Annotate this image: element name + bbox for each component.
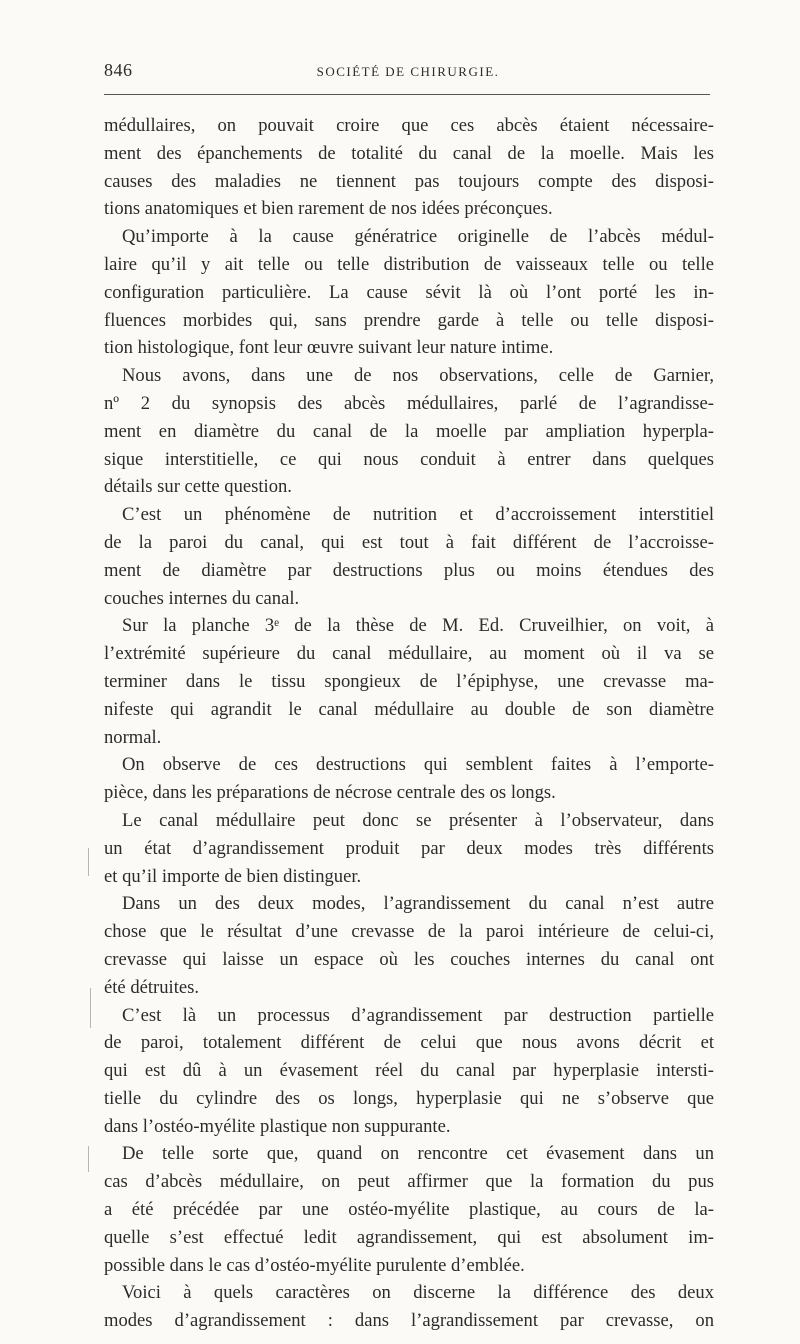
text-line: De telle sorte que, quand on rencontre cet évasement dans un [122,1143,714,1165]
text-line: causes des maladies ne tiennent pas toujours compte des disposi- [104,170,714,192]
text-line: couches internes du canal. [104,587,300,609]
text-line: Le canal médullaire peut donc se présenter à l’observateur, dans [122,809,714,831]
text-line: Nous avons, dans une de nos observations, celle de Garnier, [122,365,714,387]
text-line: On observe de ces destructions qui semblent faites à l’emporte- [122,754,714,776]
margin-mark [88,1146,89,1172]
text-line: tions anatomiques et bien rarement de nos idées préconçues. [104,198,553,220]
margin-mark [90,988,91,1028]
text-line: de paroi, totalement différent de celui que nous avons décrit et [104,1032,714,1054]
text-line: qui est dû à un évasement réel du canal par hyperplasie intersti- [104,1060,714,1082]
text-line: sique interstitielle, ce qui nous conduit à entrer dans quelques [104,448,714,470]
body-text [104,112,714,1335]
text-line: configuration particulière. La cause sévit là où l’ont porté les in- [104,281,714,303]
running-title: SOCIÉTÉ DE CHIRURGIE. [316,64,500,79]
text-line: laire qu’il y ait telle ou telle distribution de vaisseaux telle ou telle [104,253,714,275]
text-line: normal. [104,726,162,748]
text-line: tielle du cylindre des os longs, hyperplasie qui ne s’observe que [104,1087,714,1109]
page-number: 846 [104,60,133,80]
text-line: médullaires, on pouvait croire que ces abcès étaient nécessaire- [104,115,714,136]
text-line: C’est là un processus d’agrandissement par destruction partielle [122,1004,714,1026]
text-line: crevasse qui laisse un espace où les couches internes du canal ont [104,948,714,970]
margin-mark [88,848,89,876]
text-line: été détruites. [104,976,199,998]
text-line: un état d’agrandissement produit par deux modes très différents [104,837,714,859]
text-line: dans l’ostéo-myélite plastique non suppurante. [104,1115,451,1137]
text-line: ment de diamètre par destructions plus ou moins étendues des [104,559,714,581]
text-line: détails sur cette question. [104,476,292,498]
text-line: l’extrémité supérieure du canal médullaire, au moment où il va se [104,643,714,665]
text-line: et qu’il importe de bien distinguer. [104,865,362,887]
text-line: Qu’importe à la cause génératrice originelle de l’abcès médul- [122,226,714,248]
text-line: nº 2 du synopsis des abcès médullaires, parlé de l’agrandisse- [104,392,714,414]
text-line: quelle s’est effectué ledit agrandissement, qui est absolument im- [104,1226,714,1248]
page-header [104,60,712,86]
text-line: ment en diamètre du canal de la moelle par ampliation hyperpla- [104,420,714,442]
text-line: Sur la planche 3ᵉ de la thèse de M. Ed. Cruveilhier, on voit, à [122,615,714,637]
text-line: ment des épanchements de totalité du canal de la moelle. Mais les [104,142,714,164]
text-line: terminer dans le tissu spongieux de l’épiphyse, une crevasse ma- [104,670,714,692]
header-rule [104,94,710,95]
text-line: cas d’abcès médullaire, on peut affirmer que la formation du pus [104,1171,714,1193]
text-line: Voici à quels caractères on discerne la différence des deux [122,1282,714,1304]
text-line: chose que le résultat d’une crevasse de la paroi intérieure de celui-ci, [104,921,714,943]
text-line: tion histologique, font leur œuvre suivant leur nature intime. [104,337,554,359]
text-line: modes d’agrandissement : dans l’agrandissement par crevasse, on [104,1310,714,1332]
text-line: possible dans le cas d’ostéo-myélite purulente d’emblée. [104,1254,525,1276]
text-line: Dans un des deux modes, l’agrandissement du canal n’est autre [122,893,714,915]
text-line: pièce, dans les préparations de nécrose centrale des os longs. [104,782,556,804]
text-line: nifeste qui agrandit le canal médullaire au double de son diamètre [104,698,714,720]
text-line: fluences morbides qui, sans prendre garde à telle ou telle disposi- [104,309,714,331]
text-line: a été précédée par une ostéo-myélite plastique, au cours de la- [104,1199,714,1221]
text-line: C’est un phénomène de nutrition et d’accroissement interstitiel [122,504,714,526]
text-line: de la paroi du canal, qui est tout à fait différent de l’accroisse- [104,531,714,553]
